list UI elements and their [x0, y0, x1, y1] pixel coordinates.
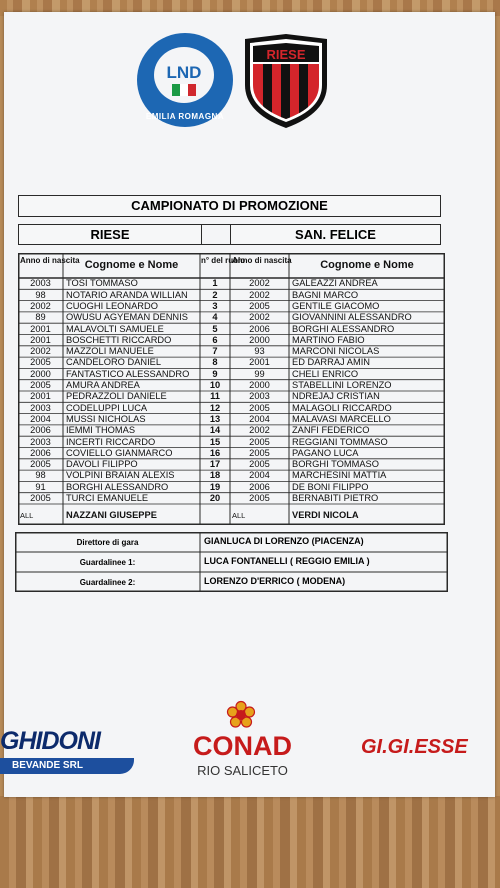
home-player-name: IEMMI THOMAS	[66, 425, 136, 436]
role-number: 18	[209, 470, 221, 481]
home-player-name: MAZZOLI MANUELE	[66, 346, 154, 357]
role-number: 19	[209, 481, 221, 492]
away-birth-year: 2002	[249, 289, 270, 300]
home-birth-year: 98	[35, 289, 46, 300]
lnd-region-text: EMILIA ROMAGNA	[145, 112, 225, 121]
official-role-label: Direttore di gara	[76, 538, 139, 547]
away-player-name: MARCHESINI MATTIA	[292, 470, 387, 481]
away-player-name: ZANFI FEDERICO	[292, 425, 370, 436]
away-birth-year: 2005	[249, 447, 270, 458]
role-number: 7	[212, 346, 218, 357]
away-coach-name: VERDI NICOLA	[292, 510, 359, 520]
role-number: 3	[212, 300, 218, 311]
home-player-name: AMURA ANDREA	[66, 380, 140, 390]
riese-club-badge	[241, 33, 331, 129]
home-player-name: NOTARIO ARANDA WILLIAN	[66, 289, 188, 300]
home-coach-label: ALL	[20, 511, 34, 520]
away-birth-year: 2005	[249, 300, 270, 311]
official-name: LORENZO D'ERRICO ( MODENA)	[204, 576, 346, 586]
away-birth-year: 2003	[249, 391, 270, 402]
away-birth-year: 2006	[249, 323, 270, 334]
home-player-name: BOSCHETTI RICCARDO	[66, 334, 172, 345]
header-name-away: Cognome e Nome	[320, 259, 414, 271]
home-birth-year: 2005	[30, 459, 51, 470]
ghidoni-subtext: BEVANDE SRL	[0, 758, 134, 774]
away-player-name: MARCONI NICOLAS	[292, 346, 380, 357]
home-birth-year: 2005	[30, 493, 51, 503]
role-number: 5	[212, 323, 218, 334]
role-number: 10	[209, 380, 221, 390]
flower-icon	[227, 701, 255, 729]
away-birth-year: 2000	[249, 334, 270, 345]
conad-logo	[175, 700, 310, 782]
role-number: 1	[212, 278, 218, 289]
home-player-name: VOLPINI BRAIAN ALEXIS	[66, 470, 175, 481]
home-birth-year: 2002	[30, 346, 51, 357]
home-birth-year: 2003	[30, 436, 51, 447]
role-number: 6	[212, 334, 218, 345]
home-birth-year: 2001	[30, 323, 51, 334]
away-birth-year: 2005	[249, 493, 270, 503]
away-player-name: REGGIANI TOMMASO	[292, 436, 388, 447]
home-player-name: DAVOLI FILIPPO	[66, 459, 138, 470]
role-number: 13	[209, 413, 221, 424]
home-player-name: PEDRAZZOLI DANIELE	[66, 391, 167, 402]
away-player-name: BORGHI TOMMASO	[292, 459, 379, 470]
role-number: 11	[210, 391, 220, 402]
home-coach-name: NAZZANI GIUSEPPE	[66, 510, 157, 520]
home-player-name: CUOGHI LEONARDO	[66, 300, 158, 311]
home-birth-year: 2006	[30, 447, 51, 458]
home-birth-year: 2006	[30, 425, 51, 436]
away-player-name: BERNABITI PIETRO	[292, 493, 379, 503]
away-coach-label: ALL	[232, 511, 246, 520]
home-birth-year: 2003	[30, 402, 51, 413]
away-player-name: MALAVASI MARCELLO	[292, 413, 391, 424]
home-player-name: BORGHI ALESSANDRO	[66, 481, 169, 492]
home-birth-year: 98	[35, 470, 46, 481]
away-player-name: CHELI ENRICO	[292, 368, 359, 379]
official-name: GIANLUCA DI LORENZO (PIACENZA)	[204, 536, 364, 546]
ghidoni-logo	[0, 727, 136, 777]
home-birth-year: 2002	[30, 300, 51, 311]
role-number: 8	[212, 357, 218, 368]
home-player-name: FANTASTICO ALESSANDRO	[66, 368, 190, 379]
home-birth-year: 2000	[30, 368, 51, 379]
lnd-logo	[137, 33, 233, 127]
home-birth-year: 89	[35, 312, 46, 323]
away-player-name: ED DARRAJ AMIN	[292, 357, 371, 368]
away-player-name: MARTINO FABIO	[292, 334, 365, 345]
away-player-name: GALEAZZI ANDREA	[292, 278, 378, 289]
home-birth-year: 2005	[30, 380, 51, 390]
italian-flag-icon	[172, 84, 196, 96]
team-header-divider	[200, 224, 230, 245]
away-birth-year: 2002	[249, 312, 270, 323]
role-number: 14	[209, 425, 221, 436]
home-player-name: MUSSI NICHOLAS	[66, 413, 146, 424]
home-player-name: TOSI TOMMASO	[66, 278, 138, 289]
official-name: LUCA FONTANELLI ( REGGIO EMILIA )	[204, 556, 370, 566]
away-player-name: BORGHI ALESSANDRO	[292, 323, 395, 334]
championship-title: CAMPIONATO DI PROMOZIONE	[18, 195, 441, 217]
official-role-label: Guardalinee 1:	[79, 558, 136, 567]
lineup-table	[18, 253, 445, 525]
away-birth-year: 2002	[249, 425, 270, 436]
header-birth-year-home: Anno di nascita	[20, 256, 80, 265]
away-birth-year: 2005	[249, 402, 270, 413]
officials-table	[15, 532, 448, 592]
wood-background-bottom	[0, 796, 500, 888]
home-team-name: RIESE	[18, 224, 202, 245]
home-birth-year: 2003	[30, 278, 51, 289]
role-number: 4	[212, 312, 218, 323]
away-birth-year: 2005	[249, 459, 270, 470]
badge-text: RIESE	[266, 47, 306, 62]
role-number: 9	[212, 368, 218, 379]
role-number: 16	[209, 447, 221, 458]
away-player-name: NDREJAJ CRISTIAN	[292, 391, 380, 402]
away-birth-year: 2006	[249, 481, 270, 492]
header-name-home: Cognome e Nome	[84, 259, 179, 271]
away-birth-year: 99	[254, 368, 265, 379]
home-player-name: CANDELORO DANIEL	[66, 357, 162, 368]
ghidoni-text: GHIDONI	[0, 727, 100, 755]
role-number: 20	[209, 493, 221, 503]
home-player-name: INCERTI RICCARDO	[66, 436, 156, 447]
away-birth-year: 2001	[249, 357, 270, 368]
away-team-name: SAN. FELICE	[230, 224, 441, 245]
home-player-name: OWUSU AGYEMAN DENNIS	[66, 312, 188, 323]
role-number: 15	[209, 436, 221, 447]
conad-location: RIO SALICETO	[197, 763, 288, 778]
conad-text: CONAD	[193, 731, 292, 761]
home-birth-year: 2004	[30, 413, 51, 424]
header-birth-year-away: Anno di nascita	[232, 256, 292, 265]
away-player-name: BAGNI MARCO	[292, 289, 359, 300]
official-role-label: Guardalinee 2:	[79, 578, 136, 587]
away-birth-year: 2000	[249, 380, 270, 390]
away-birth-year: 2004	[249, 470, 270, 481]
home-player-name: TURCI EMANUELE	[66, 493, 149, 503]
away-birth-year: 93	[254, 346, 265, 357]
home-birth-year: 2001	[30, 334, 51, 345]
away-birth-year: 2005	[249, 436, 270, 447]
away-player-name: GENTILE GIACOMO	[292, 300, 380, 311]
home-birth-year: 91	[35, 481, 46, 492]
role-number: 2	[212, 289, 218, 300]
away-player-name: GIOVANNINI ALESSANDRO	[292, 312, 412, 323]
away-player-name: STABELLINI LORENZO	[292, 380, 392, 390]
home-player-name: MALAVOLTI SAMUELE	[66, 323, 164, 334]
away-birth-year: 2004	[249, 413, 270, 424]
away-birth-year: 2002	[249, 278, 270, 289]
gigiesse-logo: GI.GI.ESSE	[361, 736, 468, 758]
home-birth-year: 2005	[30, 357, 51, 368]
away-player-name: MALAGOLI RICCARDO	[292, 402, 392, 413]
role-number: 17	[209, 459, 221, 470]
home-player-name: COVIELLO GIANMARCO	[66, 447, 173, 458]
home-birth-year: 2001	[30, 391, 51, 402]
away-player-name: DE BONI FILIPPO	[292, 481, 369, 492]
home-player-name: CODELUPPI LUCA	[66, 402, 148, 413]
lnd-logo-text: LND	[166, 63, 202, 82]
role-number: 12	[209, 402, 221, 413]
header-role-number: n° del ruolo	[201, 256, 246, 265]
away-player-name: PAGANO LUCA	[292, 447, 359, 458]
